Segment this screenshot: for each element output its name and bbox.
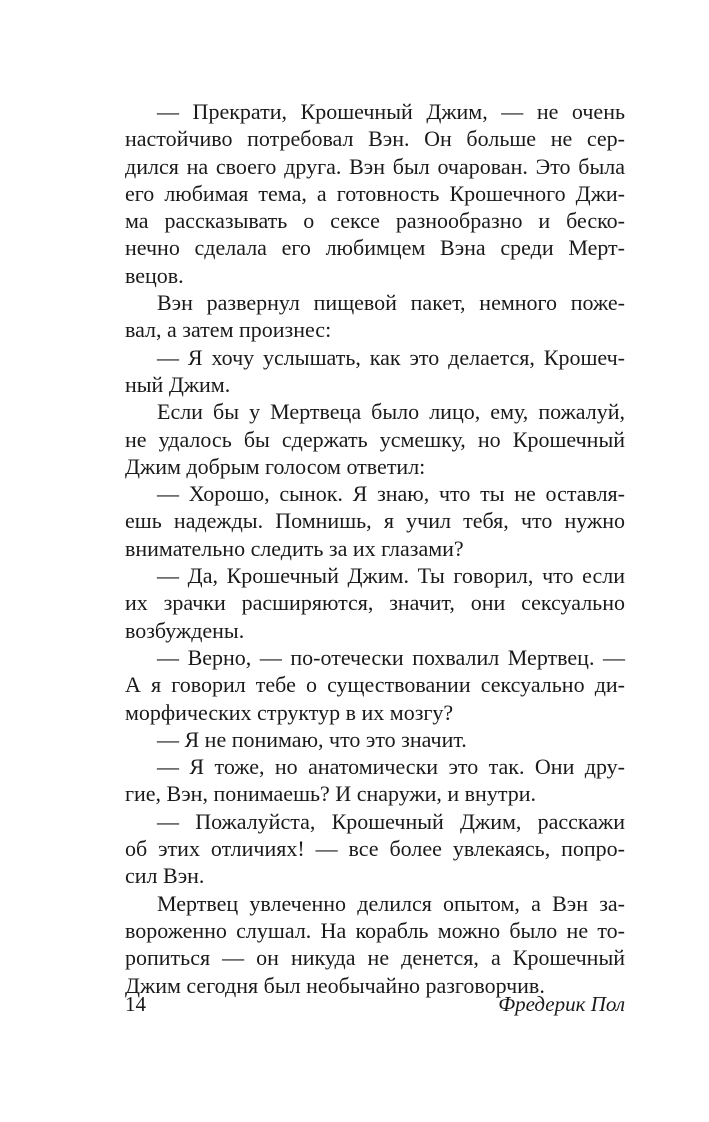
text-line: — Я не понимаю, что это значит.: [157, 726, 467, 752]
text-line: вороженно слушал. На корабль можно было не то-: [125, 917, 625, 943]
text-line: вецов.: [125, 262, 184, 288]
text-line: ропиться — он никуда не денется, а Крошечный: [125, 945, 625, 971]
text-line: — Да, Крошечный Джим. Ты говорил, что если: [157, 563, 625, 589]
text-line: Вэн развернул пищевой пакет, немного поже-: [157, 290, 625, 316]
text-line: морфических структур в их мозгу?: [125, 699, 454, 725]
page-footer: [125, 990, 625, 1018]
text-line: ешь надежды. Помнишь, я учил тебя, что нужно: [125, 508, 625, 534]
page-number: 14: [125, 992, 146, 1016]
text-line: — Верно, — по-отечески похвалил Мертвец. —: [157, 644, 625, 670]
running-footer-author: Фредерик Пол: [498, 992, 625, 1016]
text-line: — Пожалуйста, Крошечный Джим, расскажи: [157, 808, 625, 834]
text-line: настойчиво потребовал Вэн. Он больше не сер-: [125, 126, 625, 152]
text-line: — Я тоже, но анатомически это так. Они дру-: [157, 754, 625, 780]
text-line: — Хорошо, сынок. Я знаю, что ты не оставля-: [157, 481, 625, 507]
text-line: возбуждены.: [125, 617, 245, 643]
text-line: ма рассказывать о сексе разнообразно и беско-: [125, 208, 625, 234]
text-line: Мертвец увлеченно делился опытом, а Вэн за-: [157, 890, 625, 916]
text-line: нечно сделала его любимцем Вэна среди Мерт-: [125, 235, 625, 261]
text-line: внимательно следить за их глазами?: [125, 535, 464, 561]
text-line: вал, а затем произнес:: [125, 317, 332, 343]
body-text: [125, 98, 625, 999]
text-line: дился на своего друга. Вэн был очарован. Это была: [125, 153, 625, 179]
text-line: Если бы у Мертвеца было лицо, ему, пожалуй,: [157, 399, 625, 425]
text-line: Джим сегодня был необычайно разговорчив.: [125, 972, 545, 998]
text-line: их зрачки расширяются, значит, они сексуально: [125, 590, 625, 616]
text-line: Джим добрым голосом ответил:: [125, 453, 426, 479]
text-line: об этих отличиях! — все более увлекаясь, попро-: [125, 836, 625, 862]
text-line: — Я хочу услышать, как это делается, Крошеч-: [157, 344, 625, 370]
text-line: — Прекрати, Крошечный Джим, — не очень: [157, 99, 625, 124]
text-line: сил Вэн.: [125, 863, 205, 889]
text-line: не удалось бы сдержать усмешку, но Крошечный: [125, 426, 625, 452]
text-line: А я говорил тебе о существовании сексуально ди-: [125, 672, 625, 698]
text-line: гие, Вэн, понимаешь? И снаружи, и внутри.: [125, 781, 536, 807]
text-line: его любимая тема, а готовность Крошечного Джи-: [125, 180, 625, 206]
text-line: ный Джим.: [125, 371, 231, 397]
